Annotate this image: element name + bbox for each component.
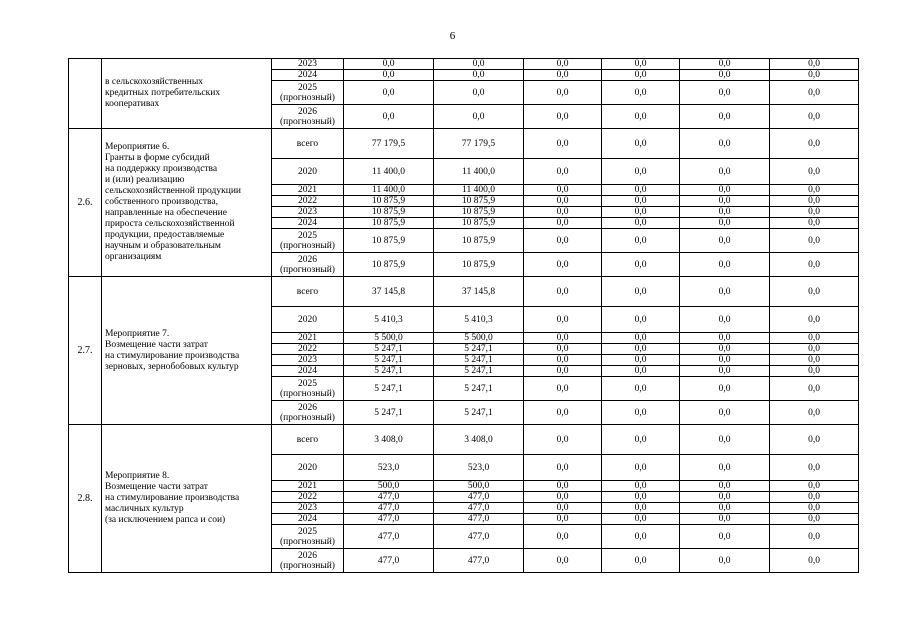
item-number <box>69 59 102 129</box>
value-cell: 0,0 <box>524 218 602 229</box>
value-cell: 0,0 <box>602 344 680 355</box>
value-cell: 0,0 <box>680 70 770 81</box>
value-cell: 5 247,1 <box>344 377 434 401</box>
page-number: 6 <box>449 30 456 42</box>
value-cell: 5 500,0 <box>434 333 524 344</box>
value-cell: 0,0 <box>602 218 680 229</box>
item-description-text: в сельскохозяйственных кредитных потребительских кооперативах <box>105 77 221 109</box>
value-cell: 10 875,9 <box>344 218 434 229</box>
value-cell: 0,0 <box>680 492 770 503</box>
value-cell: 5 247,1 <box>434 355 524 366</box>
value-cell: 0,0 <box>524 59 602 70</box>
year-label: 2022 <box>298 196 317 206</box>
value-cell: 0,0 <box>680 333 770 344</box>
value-cell: 0,0 <box>524 129 602 159</box>
value-cell: 0,0 <box>434 70 524 81</box>
value-cell: 0,0 <box>602 355 680 366</box>
value-cell: 523,0 <box>434 455 524 481</box>
item-description-text: Мероприятие 8. Возмещение части затрат на стимулирование производства масличных культур (за исключением рапса и сои) <box>105 471 240 525</box>
value-cell: 0,0 <box>434 59 524 70</box>
year-cell <box>272 196 344 207</box>
value-cell: 10 875,9 <box>344 253 434 277</box>
year-cell <box>272 185 344 196</box>
value-cell: 0,0 <box>602 492 680 503</box>
value-cell: 500,0 <box>344 481 434 492</box>
year-cell <box>272 129 344 159</box>
value-cell: 77 179,5 <box>434 129 524 159</box>
year-cell <box>272 401 344 425</box>
year-label: 2020 <box>298 166 317 177</box>
value-cell: 0,0 <box>602 307 680 333</box>
value-cell: 0,0 <box>602 549 680 573</box>
year-label: 2025 (прогнозный) <box>280 82 335 103</box>
value-cell: 5 247,1 <box>434 344 524 355</box>
item-description-text: Мероприятие 6. Гранты в форме субсидий на поддержку производства и (или) реализацию сельскохозяйственной продукции собственного производства, направленные на обеспечение прироста сельскохозяйственной продукции, предоставляемые научным и образовательным организациям <box>105 142 241 262</box>
year-label: 2021 <box>298 185 317 195</box>
value-cell: 477,0 <box>434 492 524 503</box>
year-label: 2020 <box>298 314 317 325</box>
value-cell: 5 247,1 <box>344 401 434 425</box>
value-cell: 0,0 <box>680 185 770 196</box>
value-cell: 0,0 <box>602 185 680 196</box>
value-cell: 0,0 <box>602 129 680 159</box>
value-cell: 523,0 <box>344 455 434 481</box>
year-cell <box>272 425 344 455</box>
year-cell <box>272 514 344 525</box>
value-cell: 477,0 <box>434 514 524 525</box>
year-cell <box>272 377 344 401</box>
value-cell: 10 875,9 <box>434 218 524 229</box>
year-cell <box>272 59 344 70</box>
value-cell: 0,0 <box>524 514 602 525</box>
year-cell <box>272 355 344 366</box>
value-cell: 0,0 <box>602 366 680 377</box>
value-cell: 0,0 <box>602 514 680 525</box>
value-cell: 0,0 <box>524 229 602 253</box>
value-cell: 0,0 <box>524 492 602 503</box>
value-cell: 0,0 <box>524 277 602 307</box>
value-cell: 37 145,8 <box>344 277 434 307</box>
value-cell: 0,0 <box>770 401 859 425</box>
value-cell: 0,0 <box>434 81 524 105</box>
item-number: 2.7. <box>69 277 102 425</box>
value-cell: 0,0 <box>680 307 770 333</box>
value-cell: 0,0 <box>680 425 770 455</box>
value-cell: 0,0 <box>680 159 770 185</box>
table-row <box>69 129 859 159</box>
value-cell: 0,0 <box>524 366 602 377</box>
value-cell: 0,0 <box>602 229 680 253</box>
year-cell <box>272 366 344 377</box>
year-cell <box>272 207 344 218</box>
year-cell <box>272 481 344 492</box>
value-cell: 0,0 <box>680 401 770 425</box>
table-row <box>69 59 859 70</box>
value-cell: 477,0 <box>344 514 434 525</box>
value-cell: 0,0 <box>524 105 602 129</box>
item-description <box>102 59 272 129</box>
value-cell: 0,0 <box>602 81 680 105</box>
year-cell <box>272 549 344 573</box>
value-cell: 5 247,1 <box>434 377 524 401</box>
year-label: 2025 (прогнозный) <box>280 378 335 399</box>
value-cell: 37 145,8 <box>434 277 524 307</box>
value-cell: 0,0 <box>770 253 859 277</box>
value-cell: 0,0 <box>680 355 770 366</box>
value-cell: 11 400,0 <box>434 185 524 196</box>
value-cell: 0,0 <box>602 525 680 549</box>
value-cell: 10 875,9 <box>434 253 524 277</box>
value-cell: 0,0 <box>680 253 770 277</box>
value-cell: 0,0 <box>602 455 680 481</box>
value-cell: 0,0 <box>524 253 602 277</box>
value-cell: 0,0 <box>680 366 770 377</box>
year-cell <box>272 229 344 253</box>
value-cell: 0,0 <box>524 333 602 344</box>
value-cell: 10 875,9 <box>434 229 524 253</box>
value-cell: 0,0 <box>602 196 680 207</box>
value-cell: 0,0 <box>770 525 859 549</box>
year-label: 2022 <box>298 492 317 502</box>
year-cell <box>272 503 344 514</box>
value-cell: 0,0 <box>524 355 602 366</box>
value-cell: 0,0 <box>524 81 602 105</box>
value-cell: 0,0 <box>770 59 859 70</box>
value-cell: 0,0 <box>770 503 859 514</box>
value-cell: 0,0 <box>602 401 680 425</box>
value-cell: 0,0 <box>602 207 680 218</box>
year-label: всего <box>296 434 319 445</box>
year-label: 2024 <box>298 218 317 228</box>
value-cell: 10 875,9 <box>344 196 434 207</box>
year-label: 2025 (прогнозный) <box>280 230 335 251</box>
year-label: 2024 <box>298 366 317 376</box>
value-cell: 10 875,9 <box>344 229 434 253</box>
value-cell: 0,0 <box>770 159 859 185</box>
value-cell: 0,0 <box>524 344 602 355</box>
value-cell: 0,0 <box>770 366 859 377</box>
value-cell: 0,0 <box>770 196 859 207</box>
value-cell: 0,0 <box>770 377 859 401</box>
year-label: 2024 <box>298 514 317 524</box>
value-cell: 0,0 <box>680 514 770 525</box>
year-cell <box>272 218 344 229</box>
year-cell <box>272 455 344 481</box>
value-cell: 0,0 <box>524 401 602 425</box>
value-cell: 0,0 <box>602 333 680 344</box>
value-cell: 0,0 <box>770 81 859 105</box>
value-cell: 5 247,1 <box>434 366 524 377</box>
value-cell: 0,0 <box>524 307 602 333</box>
value-cell: 0,0 <box>602 277 680 307</box>
item-description-text: Мероприятие 7. Возмещение части затрат на стимулирование производства зерновых, зернобобовых культур <box>105 328 240 372</box>
value-cell: 5 247,1 <box>344 366 434 377</box>
item-number: 2.8. <box>69 425 102 573</box>
year-label: 2026 (прогнозный) <box>280 402 335 423</box>
value-cell: 477,0 <box>344 492 434 503</box>
value-cell: 477,0 <box>434 525 524 549</box>
value-cell: 0,0 <box>770 70 859 81</box>
value-cell: 0,0 <box>770 549 859 573</box>
value-cell: 0,0 <box>680 344 770 355</box>
year-cell <box>272 105 344 129</box>
value-cell: 0,0 <box>680 481 770 492</box>
value-cell: 477,0 <box>434 549 524 573</box>
year-label: всего <box>296 286 319 297</box>
value-cell: 0,0 <box>602 70 680 81</box>
year-label: 2025 (прогнозный) <box>280 526 335 547</box>
value-cell: 0,0 <box>680 81 770 105</box>
value-cell: 0,0 <box>524 503 602 514</box>
table-row <box>69 425 859 455</box>
value-cell: 10 875,9 <box>344 207 434 218</box>
value-cell: 477,0 <box>344 525 434 549</box>
value-cell: 0,0 <box>770 425 859 455</box>
value-cell: 0,0 <box>770 105 859 129</box>
year-label: 2023 <box>298 503 317 513</box>
value-cell: 10 875,9 <box>434 196 524 207</box>
value-cell: 0,0 <box>524 525 602 549</box>
value-cell: 5 410,3 <box>344 307 434 333</box>
value-cell: 0,0 <box>680 59 770 70</box>
year-label: 2021 <box>298 481 317 491</box>
value-cell: 5 410,3 <box>434 307 524 333</box>
value-cell: 0,0 <box>602 253 680 277</box>
value-cell: 0,0 <box>602 425 680 455</box>
year-label: 2023 <box>298 207 317 217</box>
value-cell: 0,0 <box>524 207 602 218</box>
year-label: 2024 <box>298 70 317 80</box>
value-cell: 0,0 <box>524 185 602 196</box>
value-cell: 0,0 <box>770 333 859 344</box>
value-cell: 0,0 <box>770 277 859 307</box>
value-cell: 0,0 <box>344 70 434 81</box>
value-cell: 0,0 <box>680 105 770 129</box>
value-cell: 477,0 <box>434 503 524 514</box>
value-cell: 0,0 <box>524 196 602 207</box>
value-cell: 0,0 <box>770 129 859 159</box>
value-cell: 0,0 <box>434 105 524 129</box>
year-cell <box>272 344 344 355</box>
year-cell <box>272 307 344 333</box>
year-cell <box>272 525 344 549</box>
value-cell: 0,0 <box>770 344 859 355</box>
value-cell: 0,0 <box>680 218 770 229</box>
year-cell <box>272 253 344 277</box>
value-cell: 5 247,1 <box>344 355 434 366</box>
year-label: 2021 <box>298 333 317 343</box>
value-cell: 0,0 <box>680 196 770 207</box>
budget-table <box>68 58 859 573</box>
value-cell: 0,0 <box>680 503 770 514</box>
value-cell: 11 400,0 <box>344 185 434 196</box>
value-cell: 0,0 <box>680 455 770 481</box>
value-cell: 0,0 <box>524 159 602 185</box>
value-cell: 0,0 <box>680 525 770 549</box>
value-cell: 0,0 <box>680 377 770 401</box>
value-cell: 0,0 <box>770 207 859 218</box>
value-cell: 0,0 <box>524 549 602 573</box>
value-cell: 11 400,0 <box>344 159 434 185</box>
year-label: 2026 (прогнозный) <box>280 106 335 127</box>
value-cell: 3 408,0 <box>344 425 434 455</box>
value-cell: 477,0 <box>344 503 434 514</box>
value-cell: 0,0 <box>524 481 602 492</box>
value-cell: 0,0 <box>770 481 859 492</box>
value-cell: 0,0 <box>770 492 859 503</box>
value-cell: 0,0 <box>770 185 859 196</box>
value-cell: 0,0 <box>680 549 770 573</box>
item-number: 2.6. <box>69 129 102 277</box>
value-cell: 0,0 <box>344 81 434 105</box>
value-cell: 0,0 <box>770 455 859 481</box>
value-cell: 3 408,0 <box>434 425 524 455</box>
year-cell <box>272 333 344 344</box>
value-cell: 477,0 <box>344 549 434 573</box>
value-cell: 0,0 <box>770 218 859 229</box>
value-cell: 0,0 <box>524 455 602 481</box>
value-cell: 0,0 <box>680 229 770 253</box>
value-cell: 0,0 <box>602 159 680 185</box>
value-cell: 0,0 <box>680 207 770 218</box>
item-description <box>102 129 272 277</box>
year-cell <box>272 81 344 105</box>
value-cell: 0,0 <box>680 277 770 307</box>
year-cell <box>272 70 344 81</box>
value-cell: 0,0 <box>602 105 680 129</box>
value-cell: 0,0 <box>602 481 680 492</box>
year-label: всего <box>296 138 319 149</box>
year-cell <box>272 277 344 307</box>
item-description <box>102 277 272 425</box>
value-cell: 5 247,1 <box>344 344 434 355</box>
value-cell: 5 247,1 <box>434 401 524 425</box>
year-label: 2026 (прогнозный) <box>280 550 335 571</box>
year-label: 2023 <box>298 59 317 69</box>
value-cell: 0,0 <box>602 59 680 70</box>
value-cell: 0,0 <box>770 307 859 333</box>
value-cell: 0,0 <box>770 514 859 525</box>
value-cell: 77 179,5 <box>344 129 434 159</box>
value-cell: 0,0 <box>602 503 680 514</box>
value-cell: 0,0 <box>524 425 602 455</box>
value-cell: 0,0 <box>524 70 602 81</box>
value-cell: 0,0 <box>770 229 859 253</box>
year-label: 2026 (прогнозный) <box>280 254 335 275</box>
value-cell: 10 875,9 <box>434 207 524 218</box>
value-cell: 0,0 <box>344 105 434 129</box>
year-cell <box>272 492 344 503</box>
value-cell: 0,0 <box>602 377 680 401</box>
item-description <box>102 425 272 573</box>
value-cell: 0,0 <box>680 129 770 159</box>
value-cell: 0,0 <box>770 355 859 366</box>
year-label: 2022 <box>298 344 317 354</box>
year-label: 2023 <box>298 355 317 365</box>
value-cell: 500,0 <box>434 481 524 492</box>
value-cell: 5 500,0 <box>344 333 434 344</box>
year-label: 2020 <box>298 462 317 473</box>
table-row <box>69 277 859 307</box>
value-cell: 0,0 <box>344 59 434 70</box>
value-cell: 11 400,0 <box>434 159 524 185</box>
value-cell: 0,0 <box>524 377 602 401</box>
year-cell <box>272 159 344 185</box>
